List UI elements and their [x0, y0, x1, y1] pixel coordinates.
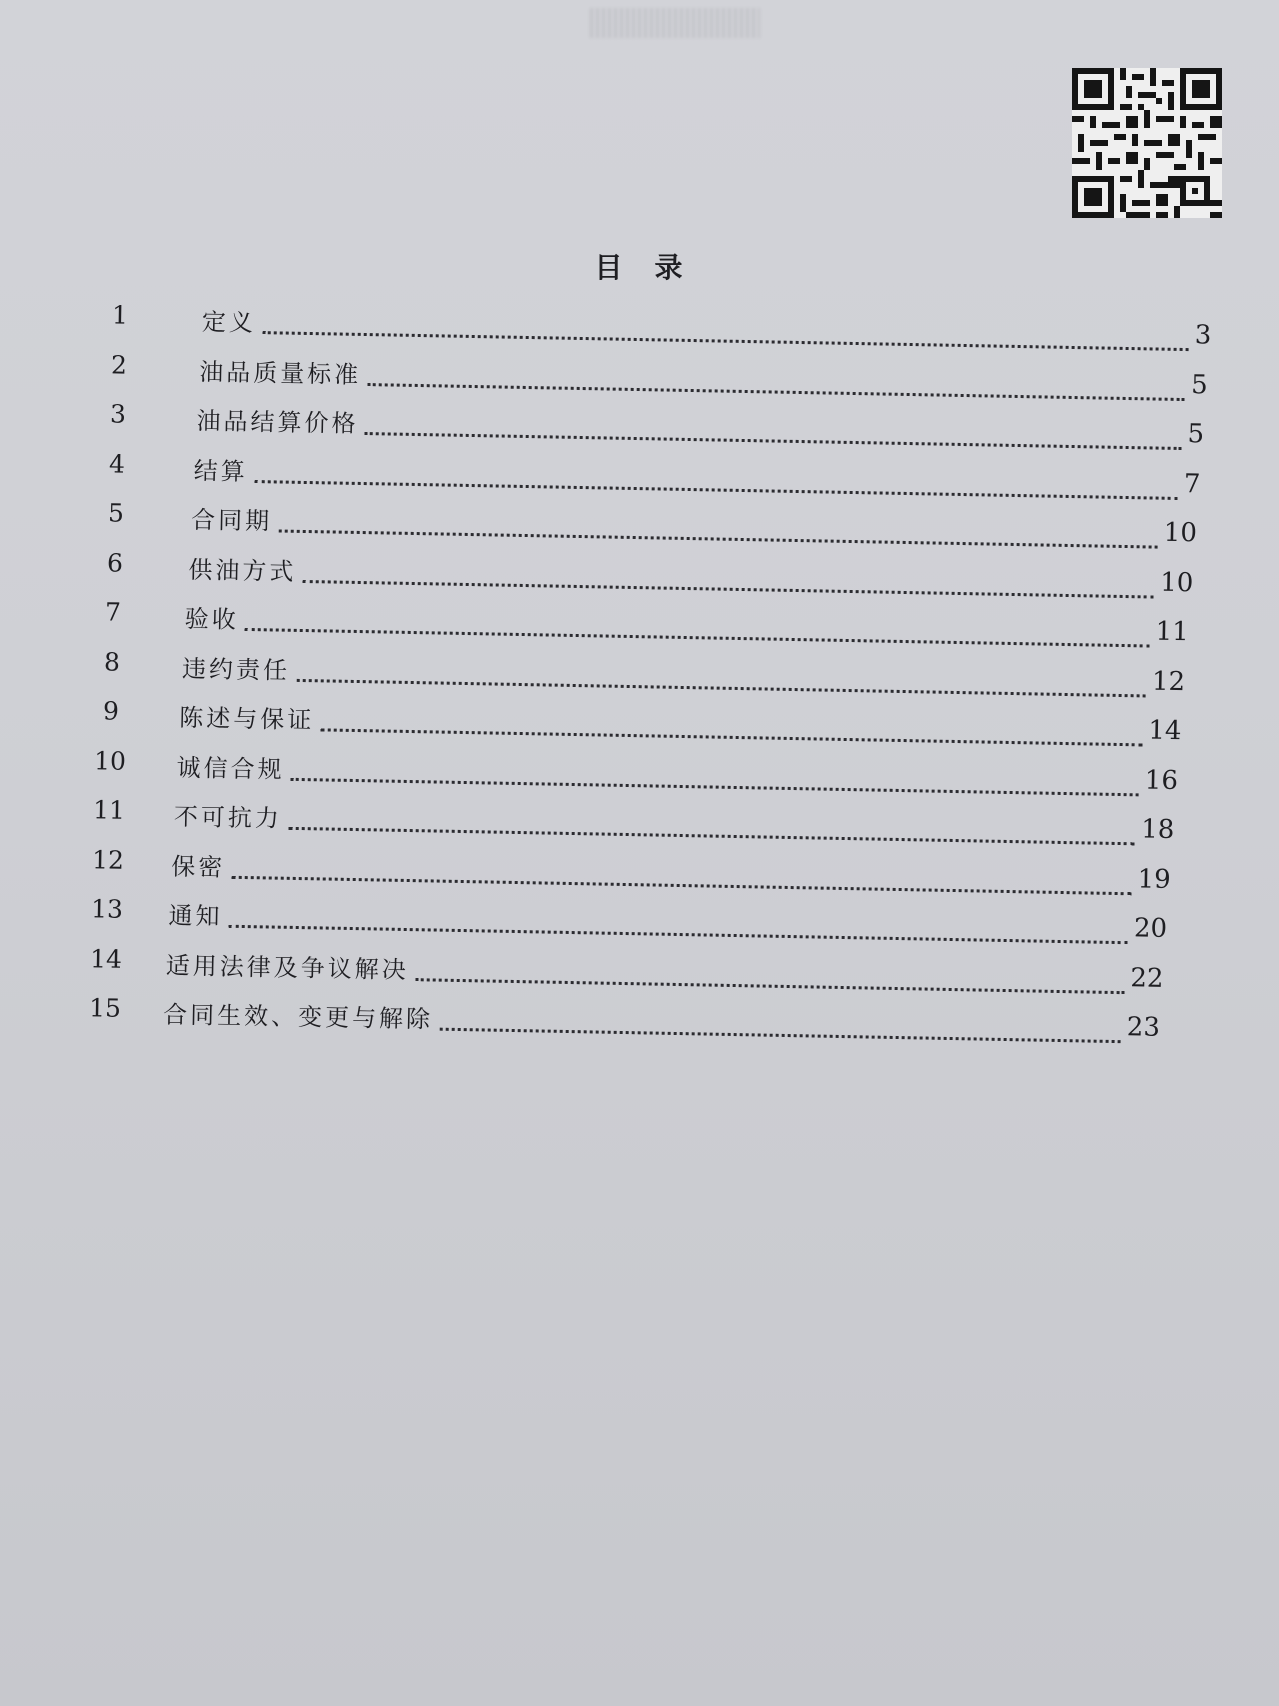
- toc-entry-title: 诚信合规: [176, 753, 285, 784]
- toc-entry-title: 定义: [201, 308, 257, 338]
- toc-entry: [88, 449, 1201, 503]
- toc-entry-page-number: 12: [1152, 666, 1186, 697]
- toc-dot-leader: [288, 827, 1135, 846]
- toc-entry-title: 合同期: [190, 505, 272, 536]
- toc-entry-number: 12: [91, 844, 125, 875]
- toc-entry-page-number: 5: [1187, 419, 1205, 450]
- toc-entry-page-number: 22: [1129, 962, 1164, 994]
- toc-entry: [92, 300, 1212, 355]
- toc-entry-number: 8: [104, 646, 121, 677]
- toc-entry: [80, 845, 1172, 899]
- toc-dot-leader: [291, 777, 1139, 796]
- toc-entry-title: 结算: [193, 456, 248, 486]
- toc-entry-title: 油品质量标准: [198, 357, 362, 389]
- toc-entry: [83, 696, 1183, 750]
- toc-entry-title: 保密: [170, 852, 226, 882]
- toc-dot-leader: [297, 678, 1146, 697]
- toc-dot-leader: [367, 383, 1184, 401]
- toc-entry-number: 7: [105, 597, 122, 627]
- toc-entry-number: 6: [106, 547, 123, 578]
- toc-entry: [81, 795, 1175, 849]
- toc-dot-leader: [278, 529, 1157, 548]
- toc-dot-leader: [262, 331, 1188, 351]
- toc-dot-leader: [229, 925, 1128, 944]
- toc-entry-page-number: 11: [1155, 616, 1190, 648]
- toc-entry: [78, 894, 1167, 948]
- toc-dot-leader: [321, 728, 1142, 746]
- toc-entry-number: 5: [107, 498, 124, 528]
- toc-entry-title: 违约责任: [182, 654, 291, 685]
- toc-entry: [76, 993, 1160, 1047]
- toc-entry-page-number: 10: [1163, 517, 1197, 549]
- toc-title: 目 录: [594, 251, 685, 284]
- toc-entry-title: 油品结算价格: [196, 406, 359, 438]
- toc-dot-leader: [254, 480, 1177, 500]
- toc-entry-title: 合同生效、变更与解除: [162, 1000, 433, 1034]
- toc-entry-page-number: 23: [1126, 1012, 1160, 1043]
- toc-dot-leader: [415, 978, 1124, 994]
- toc-entry: [89, 399, 1204, 453]
- toc-entry-title: 供油方式: [187, 555, 297, 586]
- toc-entry-number: 9: [103, 696, 120, 726]
- toc-entry: [82, 746, 1179, 800]
- toc-entry-title: 不可抗力: [173, 802, 283, 833]
- toc-entry-page-number: 20: [1133, 913, 1168, 944]
- toc-dot-leader: [232, 875, 1132, 894]
- toc-entry-number: 14: [89, 943, 122, 974]
- toc-entry-title: 验收: [184, 604, 240, 634]
- toc-entry-number: 4: [108, 448, 125, 479]
- toc-entry: [77, 944, 1164, 998]
- toc-dot-leader: [439, 1028, 1120, 1043]
- toc-entry-page-number: 5: [1190, 369, 1208, 400]
- toc-entry-page-number: 16: [1144, 764, 1179, 796]
- toc-entry-page-number: 14: [1148, 715, 1182, 747]
- toc-entry-number: 11: [92, 795, 126, 825]
- toc-entry-page-number: 3: [1194, 320, 1212, 351]
- toc-entry-page-number: 7: [1183, 468, 1201, 499]
- toc-entry: [86, 548, 1193, 602]
- toc-entry-number: 10: [93, 745, 127, 776]
- toc-entry-number: 13: [90, 894, 124, 924]
- toc-entry: [87, 498, 1197, 552]
- toc-entry-title: 通知: [168, 901, 223, 931]
- toc-entry-page-number: 19: [1137, 863, 1171, 895]
- toc-entry-number: 2: [110, 349, 128, 380]
- toc-entry-title: 陈述与保证: [179, 703, 315, 735]
- toc-entry: [85, 597, 1190, 651]
- toc-entry-number: 15: [88, 993, 121, 1023]
- toc-dot-leader: [365, 432, 1181, 450]
- toc-entry: [91, 350, 1209, 404]
- toc-entry-page-number: 10: [1159, 567, 1194, 598]
- toc-entry-page-number: 18: [1140, 814, 1175, 846]
- toc-entry: [84, 647, 1186, 701]
- toc-entry-title: 适用法律及争议解决: [165, 951, 409, 984]
- toc-dot-leader: [302, 579, 1153, 598]
- toc-dot-leader: [246, 628, 1150, 648]
- toc-entry-number: 3: [109, 399, 127, 429]
- toc-entry-number: 1: [111, 300, 129, 330]
